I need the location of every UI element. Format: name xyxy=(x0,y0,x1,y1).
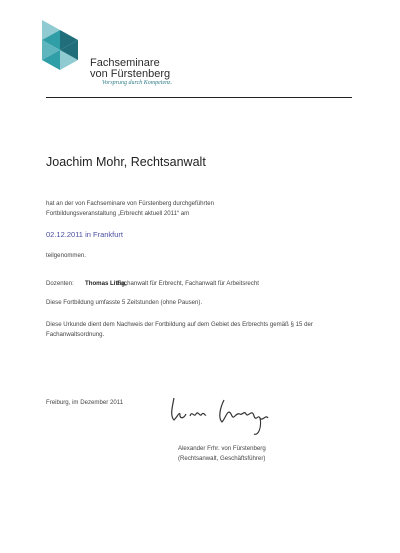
fachseminare-logo xyxy=(40,18,80,78)
proof-line-2: Fachanwaltsordnung. xyxy=(46,331,105,338)
tagline: Vorsprung durch Kompetenz. xyxy=(102,80,172,86)
hours-text: Diese Fortbildung umfasste 5 Zeitstunden (ohne Pausen). xyxy=(46,299,203,306)
signer-block xyxy=(178,444,266,464)
handwritten-signature xyxy=(150,388,290,438)
place-date: Freiburg, im Dezember 2011 xyxy=(46,399,124,406)
header-divider xyxy=(46,97,352,98)
brand-name xyxy=(90,58,170,80)
date-location: 02.12.2011 in Frankfurt xyxy=(46,230,123,239)
intro-line-2: Fortbildungsveranstaltung „Erbrecht aktuell 2011“ am xyxy=(46,210,190,217)
participated-text: teilgenommen. xyxy=(46,252,86,259)
signer-role: (Rechtsanwalt, Geschäftsführer) xyxy=(178,455,266,462)
signer-name: Alexander Frhr. von Fürstenberg xyxy=(178,445,266,452)
lecturer-titles: Fachanwalt für Erbrecht, Fachanwalt für Arbeitsrecht xyxy=(117,280,259,287)
lecturer-label: Dozenten: xyxy=(46,280,74,287)
proof-line-1: Diese Urkunde dient dem Nachweis der Fortbildung auf dem Gebiet des Erbrechts gemäß § 15 der xyxy=(46,321,313,328)
brand-line-1: Fachseminare xyxy=(90,57,160,69)
lecturer-name: Thomas Littig, xyxy=(85,280,127,287)
brand-line-2: von Fürstenberg xyxy=(90,68,171,80)
recipient-name: Joachim Mohr, Rechtsanwalt xyxy=(46,155,206,169)
intro-line-1: hat an der von Fachseminare von Fürstenberg durchgeführten xyxy=(46,200,215,207)
